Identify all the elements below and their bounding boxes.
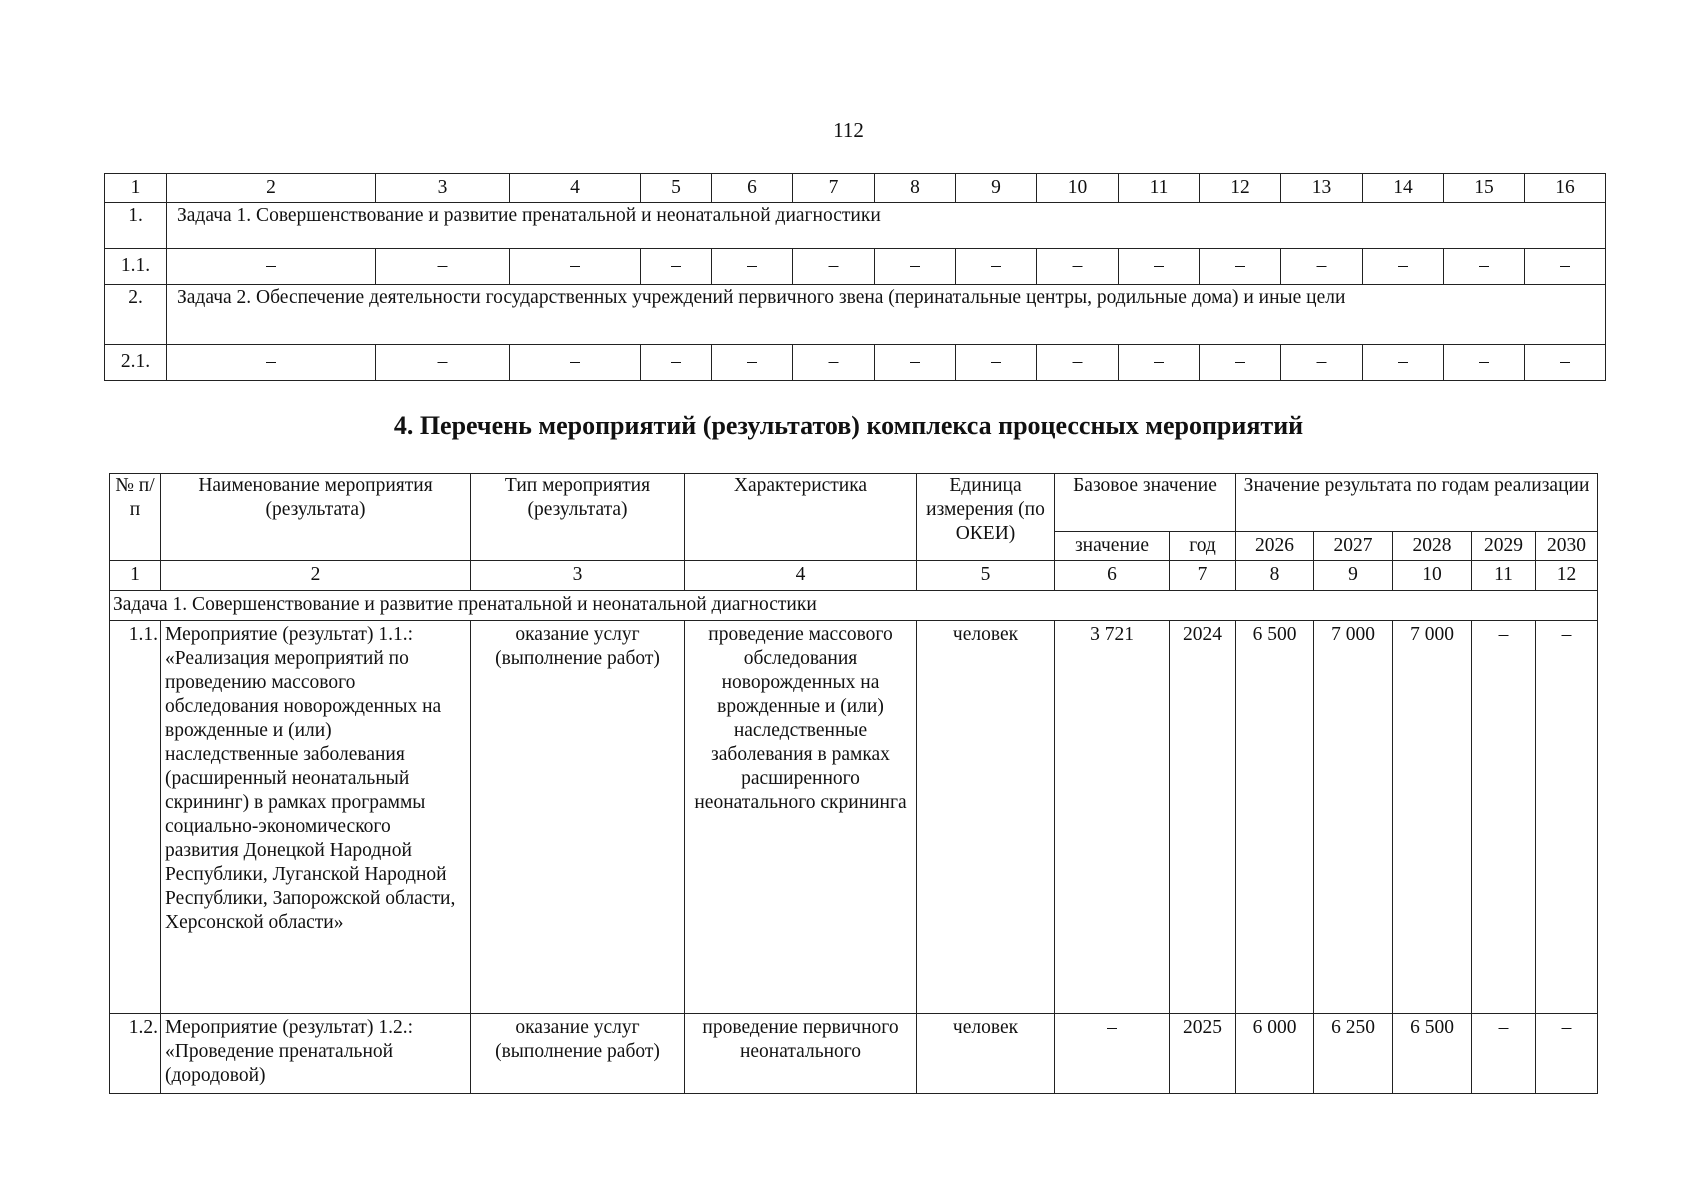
dash-cell: – [1444,345,1525,381]
table-row [110,1014,1598,1094]
dash-cell: – [376,345,510,381]
task-text: Задача 2. Обеспечение деятельности государственных учреждений первичного звена (перинатальные центры, родильные дома) и иные цели [167,285,1606,345]
base-value: – [1055,1014,1170,1094]
row-number: 1. [105,203,167,249]
header-years-group: Значение результата по годам реализации [1236,474,1598,532]
value-2028: 6 500 [1393,1014,1472,1094]
header-num: № п/п [110,474,161,561]
dash-cell: – [1037,345,1119,381]
value-2027: 6 250 [1314,1014,1393,1094]
dash-cell: – [956,249,1037,285]
dash-cell: – [956,345,1037,381]
dash-cell: – [641,345,712,381]
col-number: 10 [1393,561,1472,591]
col-number: 6 [712,174,793,203]
col-number: 1 [110,561,161,591]
col-number: 8 [1236,561,1314,591]
value-2030: – [1536,1014,1598,1094]
value-2027: 7 000 [1314,621,1393,1014]
table-row [105,249,1606,285]
table-row [105,345,1606,381]
dash-cell: – [167,249,376,285]
header-year: 2028 [1393,532,1472,561]
dash-cell: – [1200,249,1281,285]
col-number: 15 [1444,174,1525,203]
header-base-year: год [1170,532,1236,561]
task-table [104,173,1606,381]
dash-cell: – [376,249,510,285]
dash-cell: – [875,249,956,285]
col-number: 12 [1536,561,1598,591]
dash-cell: – [875,345,956,381]
header-year: 2029 [1472,532,1536,561]
base-year: 2024 [1170,621,1236,1014]
col-number: 13 [1281,174,1363,203]
dash-cell: – [1363,345,1444,381]
dash-cell: – [1525,249,1606,285]
col-number: 3 [376,174,510,203]
header-unit: Единица измерения (по ОКЕИ) [917,474,1055,561]
row-number: 2. [105,285,167,345]
dash-cell: – [641,249,712,285]
activity-name: Мероприятие (результат) 1.1.: «Реализация мероприятий по проведению массового обследования новорожденных на врожденные и (или) наследственные заболевания (расширенный неонатальный скрининг) в рамках программы социально-экономического развития Донецкой Народной Республики, Луганской Народной Республики, Запорожской области, Херсонской области» [161,621,471,1014]
header-year: 2030 [1536,532,1598,561]
dash-cell: – [510,249,641,285]
activity-unit: человек [917,621,1055,1014]
value-2026: 6 000 [1236,1014,1314,1094]
col-number: 5 [917,561,1055,591]
col-number: 6 [1055,561,1170,591]
task-row [105,285,1606,345]
header-year: 2027 [1314,532,1393,561]
task-text: Задача 1. Совершенствование и развитие пренатальной и неонатальной диагностики [110,591,1598,621]
dash-cell: – [793,249,875,285]
dash-cell: – [1525,345,1606,381]
dash-cell: – [1281,345,1363,381]
dash-cell: – [1119,345,1200,381]
section-title: 4. Перечень мероприятий (результатов) комплекса процессных мероприятий [393,411,1304,440]
col-number: 2 [161,561,471,591]
col-number: 8 [875,174,956,203]
header-base-value: значение [1055,532,1170,561]
col-number: 7 [1170,561,1236,591]
activities-table [109,473,1598,1094]
header-row [110,474,1598,532]
dash-cell: – [712,345,793,381]
activity-type: оказание услуг (выполнение работ) [471,1014,685,1094]
activity-unit: человек [917,1014,1055,1094]
col-number: 11 [1472,561,1536,591]
col-number: 3 [471,561,685,591]
value-2029: – [1472,1014,1536,1094]
activity-characteristic: проведение массового обследования новорожденных на врожденные и (или) наследственные заболевания в рамках расширенного неонатального скрининга [685,621,917,1014]
row-number: 1.1. [105,249,167,285]
dash-cell: – [1444,249,1525,285]
value-2028: 7 000 [1393,621,1472,1014]
col-number: 2 [167,174,376,203]
col-number: 1 [105,174,167,203]
dash-cell: – [1037,249,1119,285]
task-row [105,203,1606,249]
base-value: 3 721 [1055,621,1170,1014]
dash-cell: – [1281,249,1363,285]
dash-cell: – [167,345,376,381]
col-number: 14 [1363,174,1444,203]
col-number: 7 [793,174,875,203]
header-type: Тип мероприятия (результата) [471,474,685,561]
value-2026: 6 500 [1236,621,1314,1014]
dash-cell: – [1119,249,1200,285]
value-2030: – [1536,621,1598,1014]
col-number: 12 [1200,174,1281,203]
header-year: 2026 [1236,532,1314,561]
col-number: 9 [1314,561,1393,591]
table-row [110,621,1598,1014]
header-row [105,174,1606,203]
row-number: 1.1. [110,621,161,1014]
header-base: Базовое значение [1055,474,1236,532]
activity-name: Мероприятие (результат) 1.2.: «Проведение пренатальной (дородовой) [161,1014,471,1094]
col-number: 4 [685,561,917,591]
dash-cell: – [1200,345,1281,381]
value-2029: – [1472,621,1536,1014]
activity-characteristic: проведение первичного неонатального [685,1014,917,1094]
task-row [110,591,1598,621]
dash-cell: – [510,345,641,381]
dash-cell: – [1363,249,1444,285]
col-number: 10 [1037,174,1119,203]
header-name: Наименование мероприятия (результата) [161,474,471,561]
col-number: 5 [641,174,712,203]
base-year: 2025 [1170,1014,1236,1094]
row-number: 2.1. [105,345,167,381]
col-number: 4 [510,174,641,203]
col-number: 16 [1525,174,1606,203]
page-number: 112 [833,118,864,142]
row-number: 1.2. [110,1014,161,1094]
dash-cell: – [793,345,875,381]
col-number: 11 [1119,174,1200,203]
activity-type: оказание услуг (выполнение работ) [471,621,685,1014]
header-characteristic: Характеристика [685,474,917,561]
column-number-row [110,561,1598,591]
task-text: Задача 1. Совершенствование и развитие пренатальной и неонатальной диагностики [167,203,1606,249]
dash-cell: – [712,249,793,285]
col-number: 9 [956,174,1037,203]
